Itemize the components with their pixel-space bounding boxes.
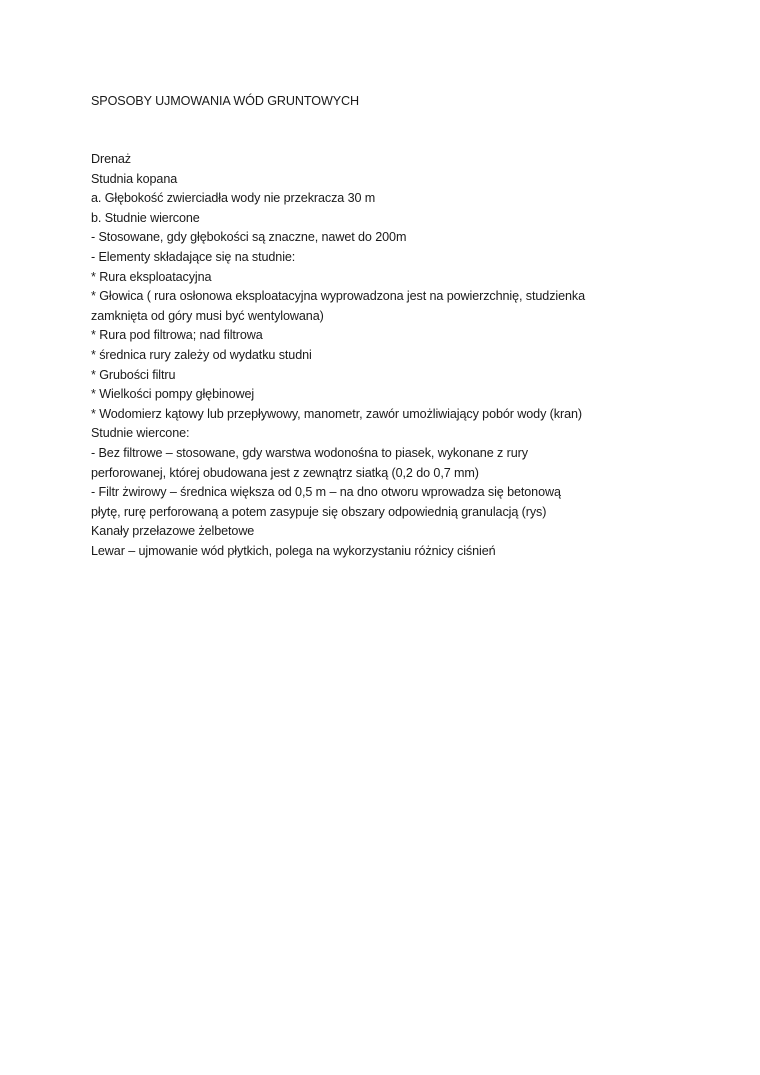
document-body xyxy=(91,150,731,561)
text-line-glowica-cont: zamknięta od góry musi być wentylowana) xyxy=(91,308,324,323)
text-line-drenaz: Drenaż xyxy=(91,152,131,166)
text-line-grubosci-filtru: * Grubości filtru xyxy=(91,367,176,382)
text-line-rura-pod-filtrowa: * Rura pod filtrowa; nad filtrowa xyxy=(91,328,263,343)
document-title: SPOSOBY UJMOWANIA WÓD GRUNTOWYCH xyxy=(91,94,360,108)
text-line-studnie-wiercone-b: b. Studnie wiercone xyxy=(91,210,200,225)
text-line-glowica: * Głowica ( rura osłonowa eksploatacyjna wyprowadzona jest na powierzchnię, studzienka xyxy=(91,289,586,304)
text-line-studnie-wiercone: Studnie wiercone: xyxy=(91,426,190,441)
text-line-elementy: - Elementy składające się na studnie: xyxy=(91,249,296,264)
text-line-srednica-rury: * średnica rury zależy od wydatku studni xyxy=(91,347,312,362)
text-line-kanaly: Kanały przełazowe żelbetowe xyxy=(91,524,255,539)
text-line-wielkosci-pompy: * Wielkości pompy głębinowej xyxy=(91,387,255,402)
text-line-lewar: Lewar – ujmowanie wód płytkich, polega na wykorzystaniu różnicy ciśnień xyxy=(91,543,496,558)
text-line-studnia-kopana: Studnia kopana xyxy=(91,171,178,186)
text-line-glebokosc: a. Głębokość zwierciadła wody nie przekracza 30 m xyxy=(91,191,376,206)
text-line-filtr-zwirowy-cont: płytę, rurę perforowaną a potem zasypuje się obszary odpowiednią granulacją (rys) xyxy=(91,504,547,519)
text-line-bez-filtrowe-cont: perforowanej, której obudowana jest z zewnątrz siatką (0,2 do 0,7 mm) xyxy=(91,465,479,480)
text-line-stosowane: - Stosowane, gdy głębokości są znaczne, nawet do 200m xyxy=(91,230,407,245)
text-line-filtr-zwirowy: - Filtr żwirowy – średnica większa od 0,5 m – na dno otworu wprowadza się betonową xyxy=(91,485,561,500)
text-line-bez-filtrowe: - Bez filtrowe – stosowane, gdy warstwa wodonośna to piasek, wykonane z rury xyxy=(91,445,528,460)
text-line-rura-eksploatacyjna: * Rura eksploatacyjna xyxy=(91,269,212,284)
text-line-wodomierz: * Wodomierz kątowy lub przepływowy, manometr, zawór umożliwiający pobór wody (kran) xyxy=(91,406,582,421)
